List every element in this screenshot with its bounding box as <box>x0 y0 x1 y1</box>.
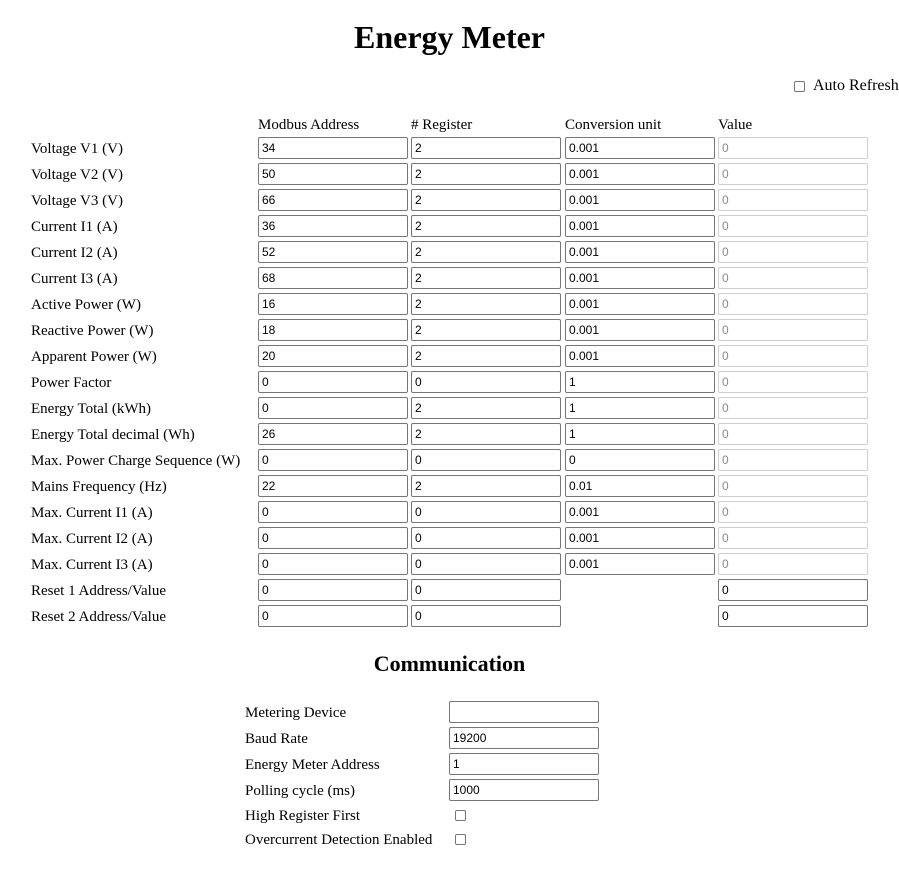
value-output[interactable]: 0 <box>718 423 868 445</box>
communication-title: Communication <box>373 651 526 676</box>
conversion-unit-input[interactable]: 0.001 <box>565 267 715 289</box>
value-output[interactable]: 0 <box>718 475 868 497</box>
modbus-address-input[interactable]: 0 <box>258 527 408 549</box>
modbus-address-input[interactable]: 16 <box>258 293 408 315</box>
row-label: Max. Power Charge Sequence (W) <box>31 453 241 469</box>
reset-value-input[interactable]: 0 <box>718 579 868 601</box>
value-output[interactable]: 0 <box>718 189 868 211</box>
value-output[interactable]: 0 <box>718 527 868 549</box>
modbus-address-input[interactable]: 0 <box>258 501 408 523</box>
conversion-unit-input[interactable]: 0.001 <box>565 163 715 185</box>
row-label: Current I3 (A) <box>31 271 118 287</box>
polling-cycle-label: Polling cycle (ms) <box>245 783 355 799</box>
high-register-first-label: High Register First <box>245 808 360 824</box>
value-output[interactable]: 0 <box>718 293 868 315</box>
reset-row-label: Reset 1 Address/Value <box>31 583 166 599</box>
register-count-input[interactable]: 2 <box>411 267 561 289</box>
register-count-input[interactable]: 2 <box>411 215 561 237</box>
value-output[interactable]: 0 <box>718 163 868 185</box>
polling-cycle-input[interactable]: 1000 <box>449 779 599 801</box>
baud-rate-input[interactable]: 19200 <box>449 727 599 749</box>
conversion-unit-input[interactable]: 0 <box>565 449 715 471</box>
modbus-address-input[interactable]: 0 <box>258 397 408 419</box>
conversion-unit-input[interactable]: 0.001 <box>565 319 715 341</box>
value-output[interactable]: 0 <box>718 319 868 341</box>
reset-address-input[interactable]: 0 <box>258 579 408 601</box>
row-label: Voltage V2 (V) <box>31 167 123 183</box>
reset-register-input[interactable]: 0 <box>411 579 561 601</box>
register-count-input[interactable]: 2 <box>411 137 561 159</box>
modbus-address-input[interactable]: 66 <box>258 189 408 211</box>
modbus-address-input[interactable]: 26 <box>258 423 408 445</box>
conversion-unit-input[interactable]: 1 <box>565 423 715 445</box>
modbus-address-input[interactable]: 34 <box>258 137 408 159</box>
conversion-unit-input[interactable]: 0.001 <box>565 241 715 263</box>
overcurrent-detection-label: Overcurrent Detection Enabled <box>245 832 433 848</box>
row-label: Voltage V3 (V) <box>31 193 123 209</box>
energy-meter-address-input[interactable]: 1 <box>449 753 599 775</box>
register-count-input[interactable]: 0 <box>411 371 561 393</box>
header-register: # Register <box>411 117 473 133</box>
modbus-address-input[interactable]: 50 <box>258 163 408 185</box>
modbus-address-input[interactable]: 0 <box>258 449 408 471</box>
reset-value-input[interactable]: 0 <box>718 605 868 627</box>
value-output[interactable]: 0 <box>718 137 868 159</box>
register-count-input[interactable]: 0 <box>411 449 561 471</box>
metering-device-input[interactable] <box>449 701 599 723</box>
row-label: Max. Current I2 (A) <box>31 531 153 547</box>
register-count-input[interactable]: 2 <box>411 319 561 341</box>
metering-device-label: Metering Device <box>245 705 347 721</box>
baud-rate-label: Baud Rate <box>245 731 308 747</box>
conversion-unit-input[interactable]: 1 <box>565 397 715 419</box>
register-count-input[interactable]: 2 <box>411 397 561 419</box>
conversion-unit-input[interactable]: 0.001 <box>565 527 715 549</box>
value-output[interactable]: 0 <box>718 397 868 419</box>
modbus-address-input[interactable]: 22 <box>258 475 408 497</box>
header-conversion-unit: Conversion unit <box>565 117 662 133</box>
modbus-address-input[interactable]: 0 <box>258 371 408 393</box>
row-label: Power Factor <box>31 375 112 391</box>
reset-row-label: Reset 2 Address/Value <box>31 609 166 625</box>
row-label: Current I2 (A) <box>31 245 118 261</box>
header-value: Value <box>718 117 753 133</box>
modbus-address-input[interactable]: 68 <box>258 267 408 289</box>
conversion-unit-input[interactable]: 0.001 <box>565 293 715 315</box>
value-output[interactable]: 0 <box>718 345 868 367</box>
modbus-address-input[interactable]: 0 <box>258 553 408 575</box>
register-count-input[interactable]: 0 <box>411 527 561 549</box>
register-count-input[interactable]: 2 <box>411 423 561 445</box>
value-output[interactable]: 0 <box>718 215 868 237</box>
modbus-address-input[interactable]: 18 <box>258 319 408 341</box>
conversion-unit-input[interactable]: 0.001 <box>565 189 715 211</box>
register-count-input[interactable]: 2 <box>411 163 561 185</box>
reset-register-input[interactable]: 0 <box>411 605 561 627</box>
value-output[interactable]: 0 <box>718 553 868 575</box>
modbus-address-input[interactable]: 20 <box>258 345 408 367</box>
conversion-unit-input[interactable]: 0.001 <box>565 553 715 575</box>
energy-meter-address-label: Energy Meter Address <box>245 757 380 773</box>
value-output[interactable]: 0 <box>718 371 868 393</box>
row-label: Energy Total decimal (Wh) <box>31 427 195 443</box>
conversion-unit-input[interactable]: 0.001 <box>565 215 715 237</box>
value-output[interactable]: 0 <box>718 501 868 523</box>
auto-refresh-toggle[interactable] <box>793 76 899 96</box>
conversion-unit-input[interactable]: 0.01 <box>565 475 715 497</box>
reset-address-input[interactable]: 0 <box>258 605 408 627</box>
row-label: Reactive Power (W) <box>31 323 154 339</box>
auto-refresh-label: Auto Refresh <box>813 77 899 94</box>
conversion-unit-input[interactable]: 0.001 <box>565 345 715 367</box>
row-label: Apparent Power (W) <box>31 349 157 365</box>
register-count-input[interactable]: 2 <box>411 189 561 211</box>
register-count-input[interactable]: 2 <box>411 293 561 315</box>
register-count-input[interactable]: 2 <box>411 345 561 367</box>
row-label: Mains Frequency (Hz) <box>31 479 167 495</box>
register-count-input[interactable]: 0 <box>411 553 561 575</box>
overcurrent-detection-checkbox[interactable] <box>455 834 466 845</box>
page-title: Energy Meter <box>353 19 545 55</box>
header-modbus-address: Modbus Address <box>258 117 360 133</box>
high-register-first-checkbox[interactable] <box>455 810 466 821</box>
value-output[interactable]: 0 <box>718 449 868 471</box>
conversion-unit-input[interactable]: 0.001 <box>565 137 715 159</box>
auto-refresh-checkbox[interactable] <box>794 81 805 92</box>
conversion-unit-input[interactable]: 0.001 <box>565 501 715 523</box>
row-label: Max. Current I1 (A) <box>31 505 153 521</box>
conversion-unit-input[interactable]: 1 <box>565 371 715 393</box>
modbus-address-input[interactable]: 36 <box>258 215 408 237</box>
value-output[interactable]: 0 <box>718 267 868 289</box>
row-label: Current I1 (A) <box>31 219 118 235</box>
value-output[interactable]: 0 <box>718 241 868 263</box>
row-label: Voltage V1 (V) <box>31 141 123 157</box>
row-label: Active Power (W) <box>31 297 141 313</box>
row-label: Energy Total (kWh) <box>31 401 152 417</box>
register-count-input[interactable]: 2 <box>411 241 561 263</box>
row-label: Max. Current I3 (A) <box>31 557 153 573</box>
modbus-address-input[interactable]: 52 <box>258 241 408 263</box>
register-count-input[interactable]: 0 <box>411 501 561 523</box>
register-count-input[interactable]: 2 <box>411 475 561 497</box>
